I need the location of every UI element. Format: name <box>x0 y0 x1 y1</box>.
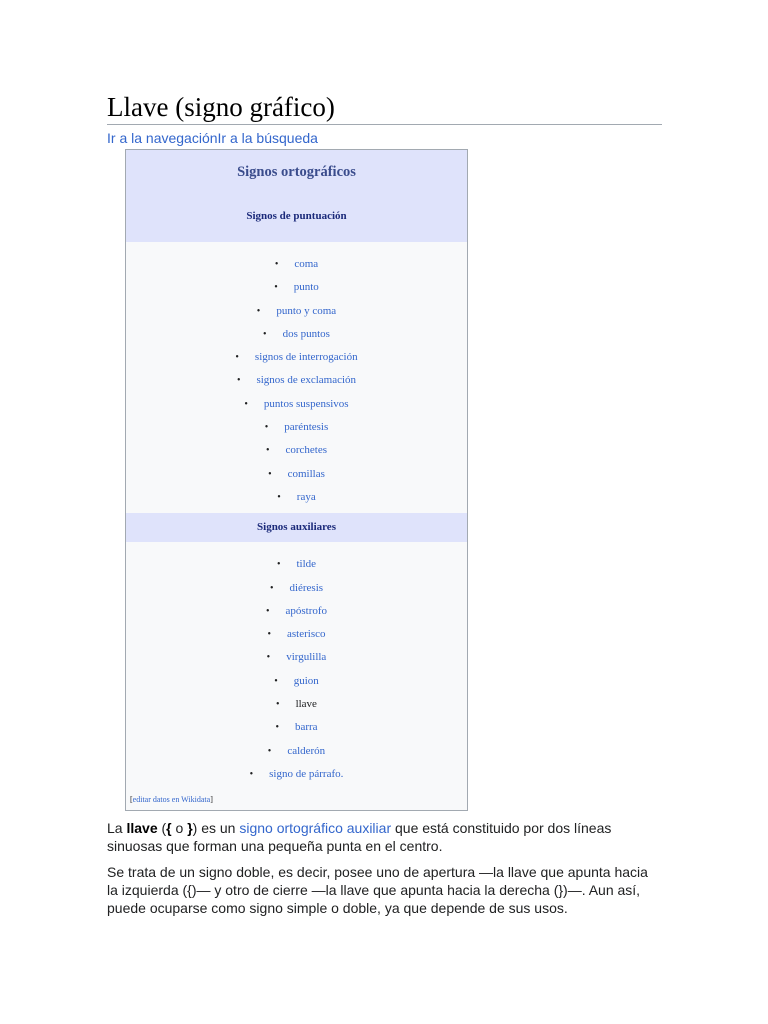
bullet-icon: • <box>263 328 267 340</box>
infobox-section-punctuation: Signos de puntuación <box>246 210 347 222</box>
list-item-label[interactable]: guion <box>293 674 319 687</box>
list-item[interactable] <box>126 577 467 600</box>
wikidata-edit: [editar datos en Wikidata] <box>130 795 213 805</box>
bullet-icon: • <box>275 722 279 734</box>
infobox-section-auxiliary: Signos auxiliares <box>126 513 467 542</box>
bullet-icon: • <box>276 559 281 571</box>
bullet-icon: • <box>276 699 280 711</box>
list-item-label[interactable]: apóstrofo <box>285 604 328 617</box>
article <box>107 92 662 917</box>
list-item[interactable] <box>126 600 467 623</box>
infobox-title: Signos ortográficos <box>237 164 356 180</box>
auxiliary-list <box>126 542 467 790</box>
bullet-icon: • <box>244 398 248 410</box>
list-item-label[interactable]: virgulilla <box>286 651 327 664</box>
jump-links <box>107 129 662 147</box>
bullet-icon: • <box>267 629 272 641</box>
list-item[interactable] <box>126 623 467 646</box>
bullet-icon: • <box>256 305 261 317</box>
list-item-label[interactable]: calderón <box>287 744 326 757</box>
list-item[interactable] <box>126 553 467 576</box>
list-item-label[interactable]: signos de exclamación <box>256 374 357 387</box>
jump-to-search-link[interactable]: Ir a la búsqueda <box>217 130 318 146</box>
list-item[interactable] <box>126 463 467 486</box>
list-item[interactable] <box>126 486 467 509</box>
term-bold: llave <box>126 820 158 837</box>
list-item-label[interactable]: barra <box>294 721 318 734</box>
bullet-icon: • <box>265 445 270 457</box>
jump-to-navigation-link[interactable]: Ir a la navegación <box>107 130 218 146</box>
list-item <box>126 693 467 716</box>
bullet-icon: • <box>274 282 278 294</box>
list-item[interactable] <box>126 716 467 739</box>
list-item-label[interactable]: punto y coma <box>276 304 337 317</box>
punctuation-list <box>126 242 467 513</box>
list-item-label[interactable]: punto <box>293 281 319 294</box>
page-title: Llave (signo gráfico) <box>107 92 662 125</box>
list-item[interactable] <box>126 763 467 786</box>
paragraph-1: La llave ({ o }) es un signo ortográfico auxiliar que está constituido por dos líneas sinuosas que forman una pequeña punta en el centro. <box>107 820 612 855</box>
bullet-icon: • <box>268 468 272 480</box>
edit-wikidata-link[interactable]: editar datos en Wikidata <box>132 795 211 805</box>
infobox-header <box>126 150 467 242</box>
paragraph-2: Se trata de un signo doble, es decir, posee uno de apertura —la llave que apunta hacia la izquierda ({)— y otro de cierre —la llave que apunta hacia la derecha (})—. Aun así, puede ocuparse como signo simple o doble, ya que depende de sus usos. <box>107 864 648 917</box>
infobox <box>125 149 468 811</box>
bullet-icon: • <box>267 745 272 757</box>
bullet-icon: • <box>269 582 274 594</box>
bullet-icon: • <box>266 652 271 664</box>
bullet-icon: • <box>265 605 270 617</box>
list-item-label[interactable]: dos puntos <box>282 327 330 340</box>
list-item[interactable] <box>126 300 467 323</box>
list-item[interactable] <box>126 439 467 462</box>
list-item[interactable] <box>126 323 467 346</box>
list-item[interactable] <box>126 416 467 439</box>
list-item-label[interactable]: signo de párrafo. <box>269 767 344 780</box>
list-item[interactable] <box>126 740 467 763</box>
list-item[interactable] <box>126 670 467 693</box>
list-item[interactable] <box>126 253 467 276</box>
list-item-label[interactable]: tilde <box>296 558 317 571</box>
list-item-label[interactable]: diéresis <box>289 581 324 594</box>
list-item[interactable] <box>126 369 467 392</box>
bullet-icon: • <box>274 259 279 270</box>
list-item-label[interactable]: puntos suspensivos <box>263 397 349 410</box>
bullet-icon: • <box>249 768 254 780</box>
bullet-icon: • <box>277 491 281 503</box>
signo-ortografico-auxiliar-link[interactable]: signo ortográfico auxiliar <box>239 820 392 837</box>
list-item[interactable] <box>126 646 467 669</box>
bullet-icon: • <box>264 422 269 434</box>
list-item[interactable] <box>126 393 467 416</box>
bullet-icon: • <box>236 375 241 387</box>
list-item[interactable] <box>126 346 467 369</box>
bullet-icon: • <box>274 675 278 687</box>
list-item-label[interactable]: paréntesis <box>284 421 329 434</box>
list-item-label: llave <box>295 698 317 711</box>
list-item-label[interactable]: coma <box>294 258 319 270</box>
list-item[interactable] <box>126 276 467 299</box>
list-item-label[interactable]: comillas <box>287 467 325 480</box>
list-item-label[interactable]: corchetes <box>285 444 328 457</box>
bullet-icon: • <box>235 352 239 364</box>
list-item-label[interactable]: asterisco <box>287 628 326 641</box>
list-item-label[interactable]: signos de interrogación <box>254 351 358 364</box>
list-item-label[interactable]: raya <box>296 490 316 503</box>
